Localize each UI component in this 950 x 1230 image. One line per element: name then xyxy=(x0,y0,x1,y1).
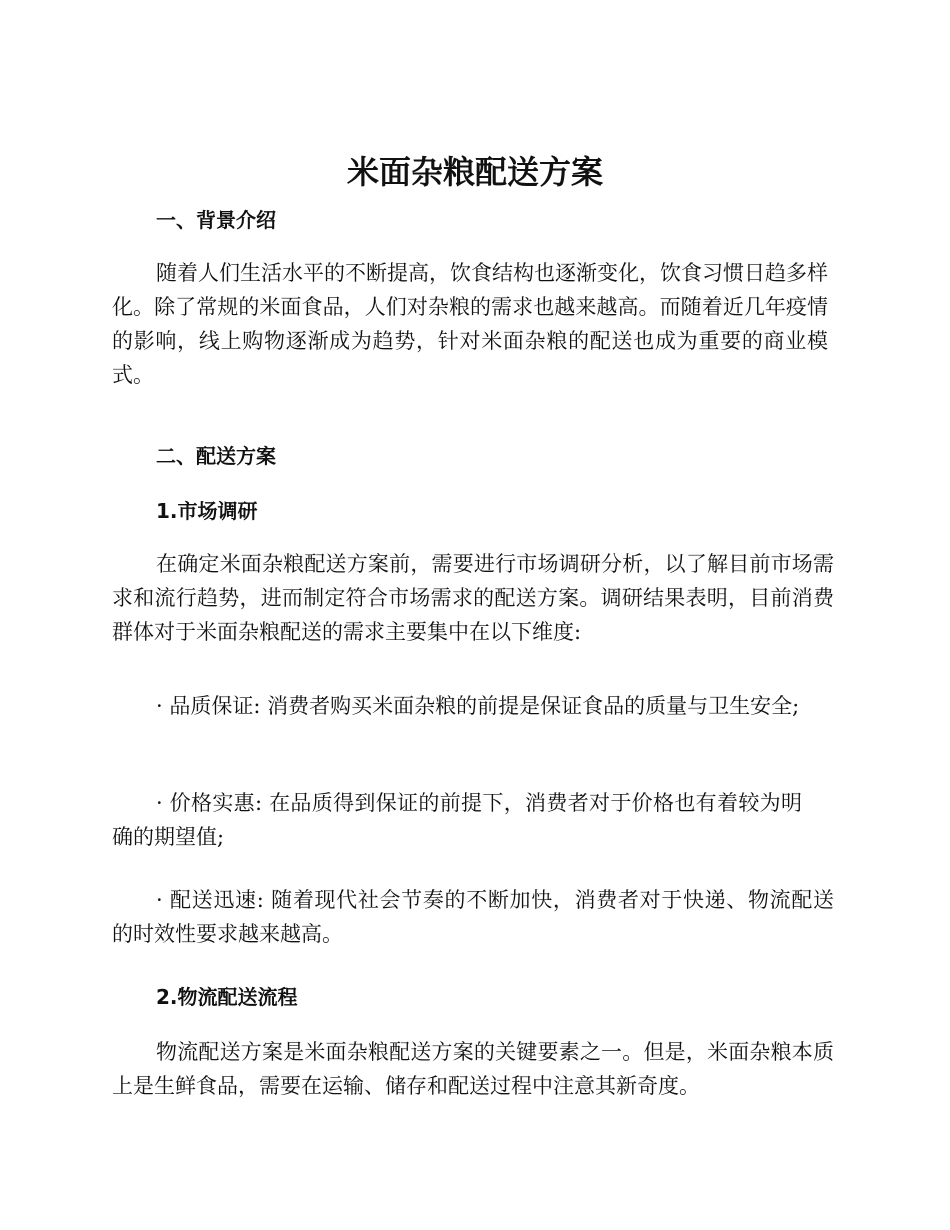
bullet-speed: · 配送迅速: 随着现代社会节奏的不断加快，消费者对于快递、物流配送的时效性要求越来越高。 xyxy=(112,888,834,946)
logistics-paragraph: 物流配送方案是米面杂粮配送方案的关键要素之一。但是，米面杂粮本质上是生鲜食品，需要在运输、储存和配送过程中注意其新奇度。 xyxy=(112,1040,834,1098)
subheading-logistics-flow: 2.物流配送流程 xyxy=(156,985,298,1009)
bullet-price: · 价格实惠: 在品质得到保证的前提下，消费者对于价格也有着较为明确的期望值; xyxy=(112,791,802,849)
background-paragraph: 随着人们生活水平的不断提高，饮食结构也逐渐变化，饮食习惯日趋多样化。除了常规的米面食品，人们对杂粮的需求也越来越高。而随着近几年疫情的影响，线上购物逐渐成为趋势，针对米面杂粮的配送也成为重要的商业模式。 xyxy=(112,261,828,387)
document-title: 米面杂粮配送方案 xyxy=(346,153,603,191)
section-heading-background: 一、背景介绍 xyxy=(156,208,276,232)
market-research-paragraph: 在确定米面杂粮配送方案前，需要进行市场调研分析，以了解目前市场需求和流行趋势，进而制定符合市场需求的配送方案。调研结果表明，目前消费群体对于米面杂粮配送的需求主要集中在以下维度: xyxy=(112,552,834,644)
subheading-market-research: 1.市场调研 xyxy=(156,499,258,523)
bullet-quality: · 品质保证: 消费者购买米面杂粮的前提是保证食品的质量与卫生安全; xyxy=(156,694,800,718)
section-heading-delivery-plan: 二、配送方案 xyxy=(156,444,276,468)
